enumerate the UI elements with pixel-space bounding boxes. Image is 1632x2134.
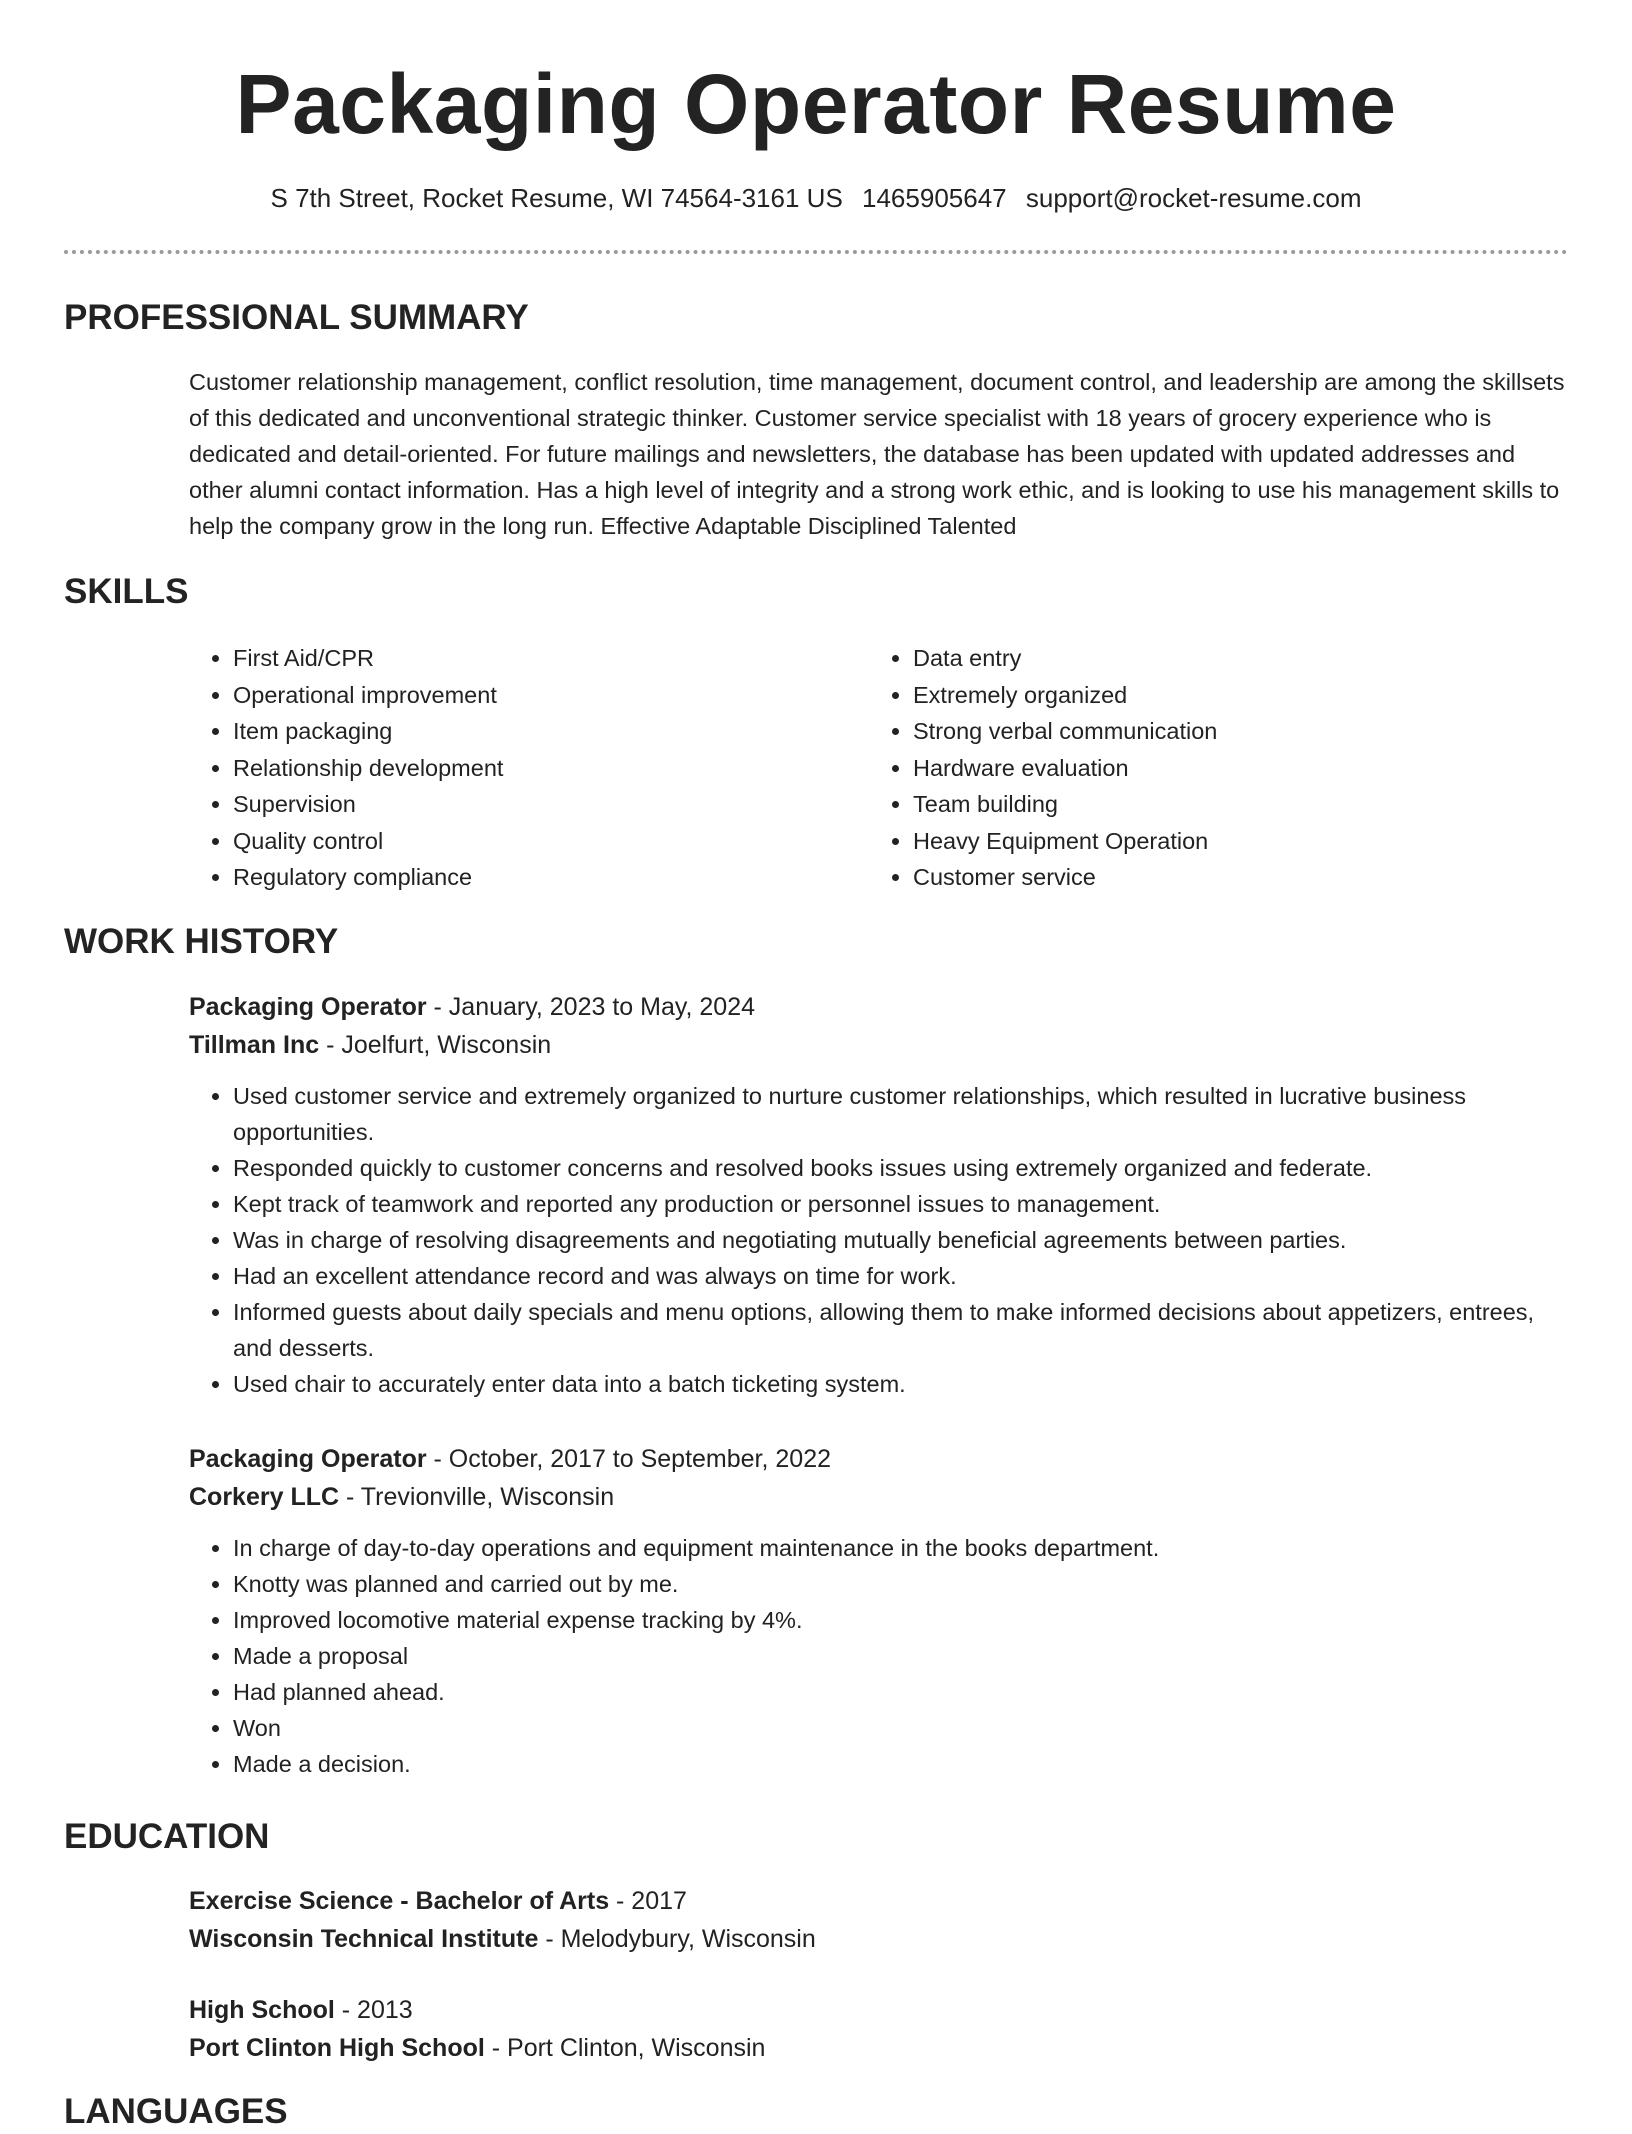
contact-address: S 7th Street, Rocket Resume, WI 74564-3161 US [270,183,843,213]
resume-title: Packaging Operator Resume [235,57,1397,151]
skill-item: • Extremely organized [913,677,1217,714]
skill-item: • Heavy Equipment Operation [913,823,1217,860]
job-bullet: • Kept track of teamwork and reported any production or personnel issues to management. [233,1186,1569,1222]
job-bullet: • Had an excellent attendance record and was always on time for work. [233,1258,1569,1294]
job-company: Tillman Inc [189,1031,320,1059]
education-degree-line [189,1991,1569,2029]
education-school: Wisconsin Technical Institute [189,1925,539,1953]
skill-item: • Strong verbal communication [913,713,1217,750]
job-entry [189,1440,1569,1782]
education-heading: EDUCATION [64,1817,270,1856]
education-degree-line [189,1882,1569,1920]
education-location: - Melodybury, Wisconsin [538,1925,816,1953]
job-bullet: • Made a proposal [233,1638,1569,1674]
skill-item: • Supervision [233,786,503,823]
job-title-line [189,988,1569,1026]
skill-item: • Customer service [913,859,1217,896]
header-divider [64,250,1568,254]
education-degree: High School [189,1996,335,2024]
job-bullet: • Used customer service and extremely organized to nurture customer relationships, which resulted in lucrative business opportunities. [233,1078,1569,1150]
summary-heading: PROFESSIONAL SUMMARY [64,298,529,337]
education-entry [189,1991,1569,2067]
contact-email: support@rocket-resume.com [1025,183,1362,213]
skill-item: • Data entry [913,640,1217,677]
job-company-line [189,1478,1569,1516]
education-location: - Port Clinton, Wisconsin [484,2034,766,2062]
skills-column-right [869,640,1217,896]
job-location: - Trevionville, Wisconsin [339,1483,615,1511]
skill-item: • Item packaging [233,713,503,750]
skill-item: • Regulatory compliance [233,859,503,896]
education-school-line [189,1920,1569,1958]
job-title-line [189,1440,1569,1478]
skills-heading: SKILLS [64,572,189,611]
job-entry [189,988,1569,1402]
education-year: - 2013 [334,1996,413,2024]
job-bullet: • Used chair to accurately enter data into a batch ticketing system. [233,1366,1569,1402]
skill-item: • Team building [913,786,1217,823]
education-entry [189,1882,1569,1958]
education-school-line [189,2029,1569,2067]
education-degree: Exercise Science - Bachelor of Arts [189,1887,610,1915]
skill-item: • Hardware evaluation [913,750,1217,787]
job-dates: - October, 2017 to September, 2022 [426,1445,832,1473]
job-bullet: • In charge of day-to-day operations and equipment maintenance in the books department. [233,1530,1569,1566]
contact-phone: 1465905647 [862,183,1007,213]
job-bullet: • Made a decision. [233,1746,1569,1782]
skill-item: • First Aid/CPR [233,640,503,677]
contact-line [0,180,1632,216]
job-bullets [189,1530,1569,1782]
languages-heading: LANGUAGES [64,2092,288,2131]
job-dates: - January, 2023 to May, 2024 [426,993,756,1021]
skill-item: • Relationship development [233,750,503,787]
job-bullet: • Informed guests about daily specials and menu options, allowing them to make informed decisions about appetizers, entrees, and desserts. [233,1294,1569,1366]
job-company: Corkery LLC [189,1483,340,1511]
work-history-heading: WORK HISTORY [64,922,339,961]
job-bullet: • Responded quickly to customer concerns and resolved books issues using extremely organized and federate. [233,1150,1569,1186]
job-title: Packaging Operator [189,1445,427,1473]
job-bullet: • Won [233,1710,1569,1746]
job-bullet: • Was in charge of resolving disagreements and negotiating mutually beneficial agreements between parties. [233,1222,1569,1258]
job-location: - Joelfurt, Wisconsin [319,1031,552,1059]
job-bullet: • Knotty was planned and carried out by me. [233,1566,1569,1602]
summary-text: Customer relationship management, conflict resolution, time management, document control, and leadership are among the skillsets of this dedicated and unconventional strategic thinker. Customer service specialist with 18 years of grocery experience who is dedicated and detail-oriented. For future mailings and newsletters, the database has been updated with updated addresses and other alumni contact information. Has a high level of integrity and a strong work ethic, and is looking to use his management skills to help the company grow in the long run. Effective Adaptable Disciplined Talented [189,369,1565,539]
education-school: Port Clinton High School [189,2034,485,2062]
skill-item: • Operational improvement [233,677,503,714]
job-title: Packaging Operator [189,993,427,1021]
education-year: - 2017 [609,1887,687,1915]
skills-column-left [189,640,503,896]
skill-item: • Quality control [233,823,503,860]
job-bullet: • Improved locomotive material expense tracking by 4%. [233,1602,1569,1638]
job-bullet: • Had planned ahead. [233,1674,1569,1710]
job-bullets [189,1078,1569,1402]
job-company-line [189,1026,1569,1064]
